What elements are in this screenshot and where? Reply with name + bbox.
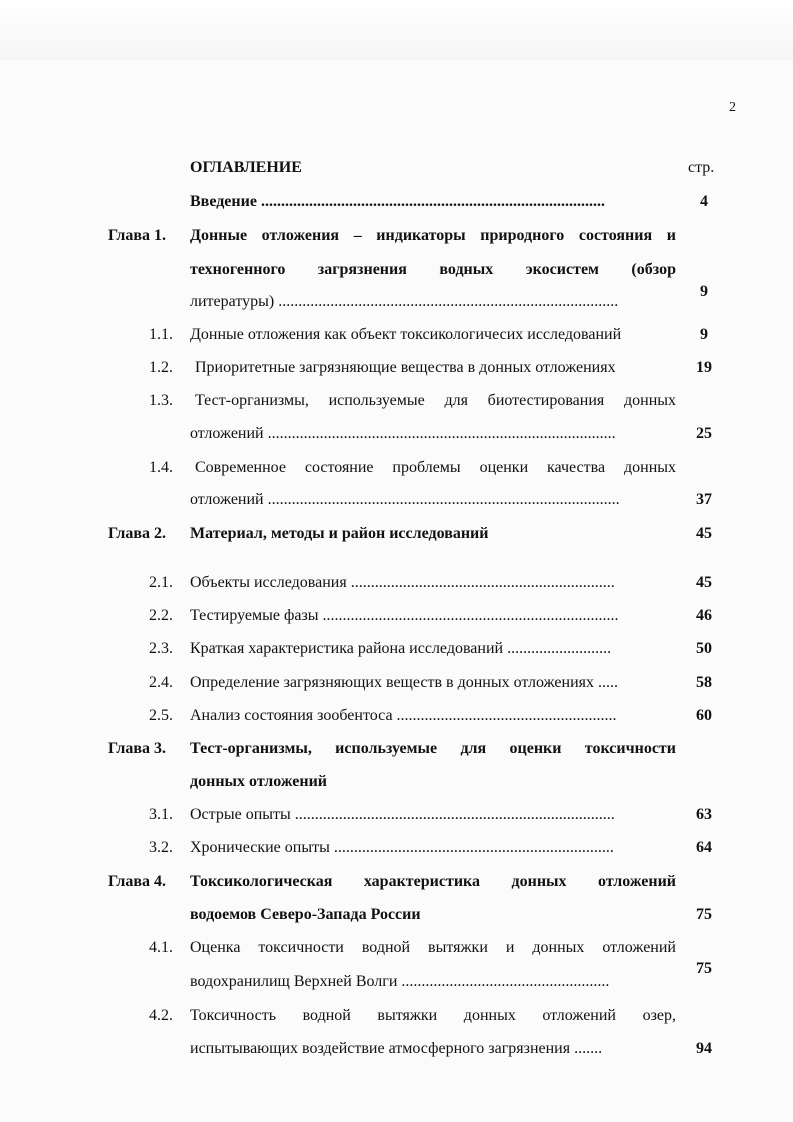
section-2-1-title: Объекты исследования .................................................................. [190,574,615,591]
section-1-4-page: 37 [696,491,712,508]
chapter-2-page: 45 [696,525,712,542]
chapter-4-title-line-2: водоемов Северо-Запада России [190,906,421,923]
section-1-4-title-line-1: Современное состояние проблемы оценки качества донных [195,459,676,476]
section-4-1-number: 4.1. [149,939,173,956]
section-1-2-title: Приоритетные загрязняющие вещества в донных отложениях [195,359,616,376]
chapter-4-title-line-1: Токсикологическая характеристика донных отложений [190,873,676,890]
section-1-3-title-line-1: Тест-организмы, используемые для биотестирования донных [195,392,676,409]
section-3-2-page: 64 [696,839,712,856]
section-4-1-title-line-1: Оценка токсичности водной вытяжки и донных отложений [190,939,676,956]
chapter-1-page: 9 [700,283,708,300]
chapter-2-label: Глава 2. [108,525,166,542]
section-4-1-page: 75 [696,960,712,977]
section-4-1-title-line-2: водохранилищ Верхней Волги .................................................... [190,973,610,990]
section-2-2-number: 2.2. [149,607,173,624]
chapter-1-title-line-1: Донные отложения – индикаторы природного состояния и [190,227,676,244]
chapter-3-title-line-2: донных отложений [190,773,327,790]
section-3-1-number: 3.1. [149,806,173,823]
section-1-3-page: 25 [696,425,712,442]
section-1-3-number: 1.3. [149,392,173,409]
chapter-1-title-line-3: литературы) ..................................................................................... [190,293,619,310]
section-3-1-page: 63 [696,806,712,823]
section-2-4-title: Определение загрязняющих веществ в донных отложениях ..... [190,674,618,691]
section-2-4-number: 2.4. [149,674,173,691]
chapter-3-title-line-1: Тест-организмы, используемые для оценки токсичности [190,740,676,757]
chapter-4-label: Глава 4. [108,873,166,890]
section-1-1-number: 1.1. [149,326,173,343]
toc-title: ОГЛАВЛЕНИЕ [190,159,302,176]
section-2-5-number: 2.5. [149,707,173,724]
section-2-3-title: Краткая характеристика района исследований .......................... [190,640,612,657]
section-1-1-page: 9 [700,326,708,343]
page-number: 2 [729,100,736,115]
section-3-2-number: 3.2. [149,839,173,856]
section-2-1-number: 2.1. [149,574,173,591]
toc-intro: Введение ...................................................................................... [190,193,605,210]
chapter-1-title-line-2: техногенного загрязнения водных экосистем (обзор [190,261,676,278]
section-3-1-title: Острые опыты ................................................................................ [190,806,615,823]
scan-edge [0,0,793,60]
section-2-3-page: 50 [696,640,712,657]
section-2-4-page: 58 [696,674,712,691]
section-1-2-page: 19 [696,359,712,376]
section-1-4-number: 1.4. [149,459,173,476]
section-4-2-number: 4.2. [149,1007,173,1024]
chapter-2-title: Материал, методы и район исследований [190,525,489,542]
section-4-2-title-line-1: Токсичность водной вытяжки донных отложений озер, [190,1007,676,1024]
chapter-1-label: Глава 1. [108,227,166,244]
page-column-label: стр. [688,159,715,176]
section-2-5-page: 60 [696,707,712,724]
section-4-2-page: 94 [696,1040,712,1057]
section-1-3-title-line-2: отложений ....................................................................................... [190,425,616,442]
section-2-2-page: 46 [696,607,712,624]
section-2-2-title: Тестируемые фазы .......................................................................... [190,607,619,624]
section-3-2-title: Хронические опыты ...................................................................... [190,839,614,856]
section-1-1-title: Донные отложения как объект токсикологичесих исследований [190,326,622,343]
section-1-2-number: 1.2. [149,359,173,376]
section-2-1-page: 45 [696,574,712,591]
section-4-2-title-line-2: испытывающих воздействие атмосферного загрязнения ....... [190,1040,603,1057]
chapter-4-page: 75 [696,906,712,923]
section-2-5-title: Анализ состояния зообентоса ....................................................... [190,707,617,724]
section-2-3-number: 2.3. [149,640,173,657]
section-1-4-title-line-2: отложений ........................................................................................ [190,491,620,508]
toc-intro-page: 4 [700,193,708,210]
chapter-3-label: Глава 3. [108,740,166,757]
